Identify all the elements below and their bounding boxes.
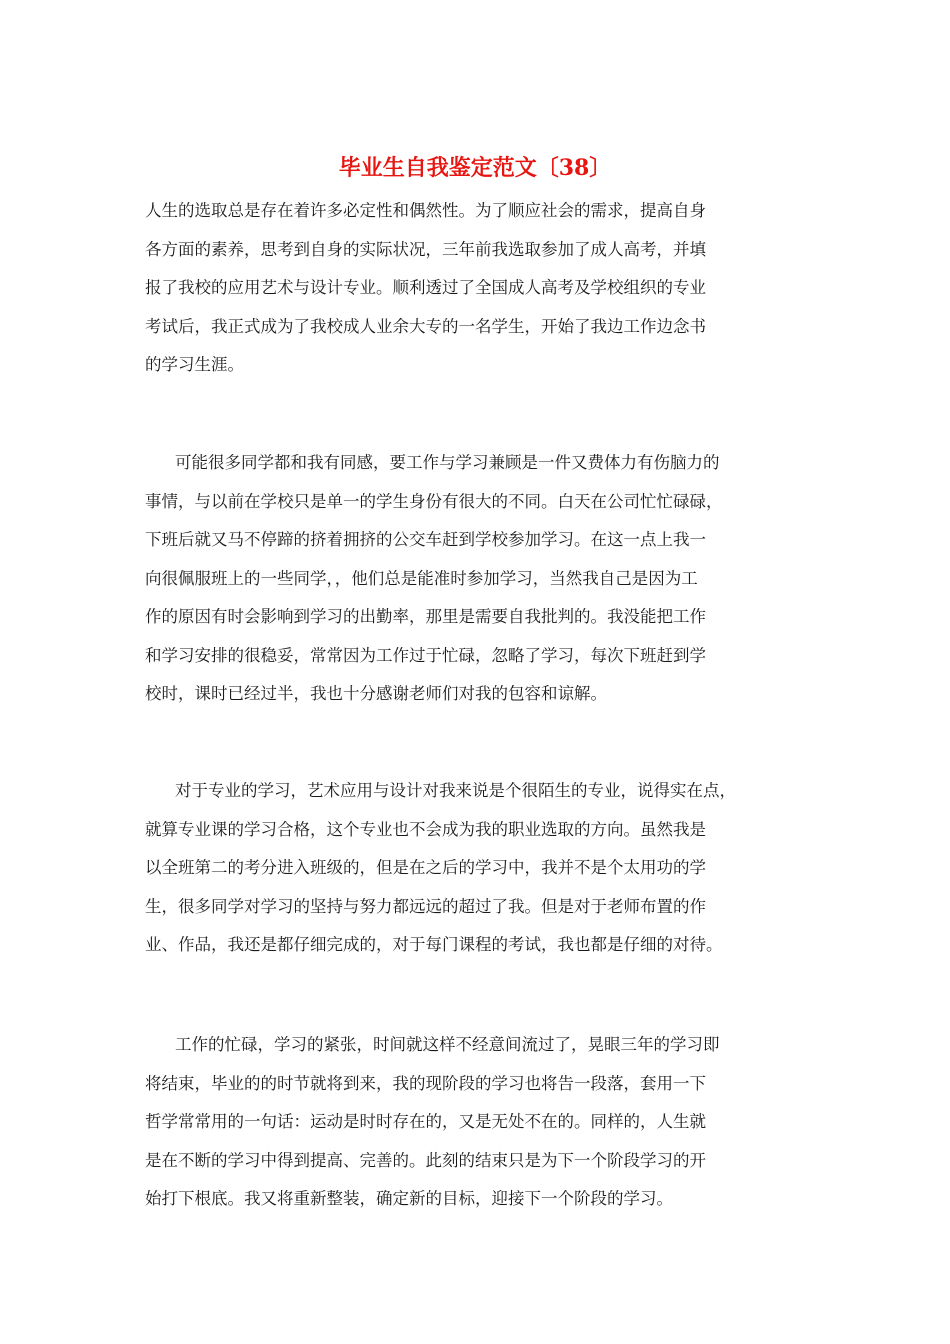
- document-title: 毕业生自我鉴定范文〔38〕: [338, 155, 612, 181]
- paragraph-line: 生，很多同学对学习的坚持与努力都远远的超过了我。但是对于老师布置的作: [145, 896, 706, 916]
- paragraph-line: 报了我校的应用艺术与设计专业。顺利透过了全国成人高考及学校组织的专业: [145, 278, 706, 297]
- paragraph-line: 和学习安排的很稳妥，常常因为工作过于忙碌，忽略了学习，每次下班赶到学: [145, 645, 706, 665]
- paragraph-line: 向很佩服班上的一些同学，，他们总是能准时参加学习，当然我自己是因为工: [145, 568, 698, 588]
- paragraph-2: [145, 444, 723, 714]
- paragraph-1: [145, 192, 706, 385]
- paragraph-line: 可能很多同学都和我有同感，要工作与学习兼顾是一件又费体力有伤脑力的: [175, 453, 720, 472]
- paragraph-line: 校时，课时已经过半，我也十分感谢老师们对我的包容和谅解。: [145, 684, 607, 703]
- paragraph-4: [145, 1026, 720, 1219]
- paragraph-line: 作的原因有时会影响到学习的出勤率，那里是需要自我批判的。我没能把工作: [145, 607, 706, 626]
- paragraph-line: 对于专业的学习，艺术应用与设计对我来说是个很陌生的专业，说得实在点，: [175, 781, 736, 800]
- paragraph-line: 业、作品，我还是都仔细完成的，对于每门课程的考试，我也都是仔细的对待。: [145, 935, 723, 954]
- paragraph-line: 工作的忙碌，学习的紧张，时间就这样不经意间流过了，晃眼三年的学习即: [175, 1035, 720, 1054]
- paragraph-line: 是在不断的学习中得到提高、完善的。此刻的结束只是为下一个阶段学习的开: [145, 1150, 706, 1170]
- paragraph-line: 人生的选取总是存在着许多必定性和偶然性。为了顺应社会的需求，提高自身: [145, 201, 706, 220]
- paragraph-line: 的学习生涯。: [145, 355, 244, 374]
- paragraph-line: 始打下根底。我又将重新整装，确定新的目标，迎接下一个阶段的学习。: [145, 1189, 673, 1208]
- paragraph-line: 各方面的素养，思考到自身的实际状况，三年前我选取参加了成人高考，并填: [145, 239, 706, 259]
- paragraph-line: 下班后就又马不停蹄的挤着拥挤的公交车赶到学校参加学习。在这一点上我一: [145, 530, 706, 549]
- paragraph-line: 就算专业课的学习合格，这个专业也不会成为我的职业选取的方向。虽然我是: [145, 819, 706, 839]
- paragraph-line: 哲学常常用的一句话：运动是时时存在的，又是无处不在的。同样的，人生就: [145, 1112, 706, 1131]
- paragraph-3: [145, 772, 736, 965]
- paragraph-line: 将结束，毕业的的时节就将到来，我的现阶段的学习也将告一段落，套用一下: [145, 1073, 706, 1093]
- paragraph-line: 考试后，我正式成为了我校成人业余大专的一名学生，开始了我边工作边念书: [145, 316, 706, 336]
- paragraph-line: 事情，与以前在学校只是单一的学生身份有很大的不同。白天在公司忙忙碌碌，: [145, 491, 723, 511]
- paragraph-line: 以全班第二的考分进入班级的，但是在之后的学习中，我并不是个太用功的学: [145, 858, 706, 877]
